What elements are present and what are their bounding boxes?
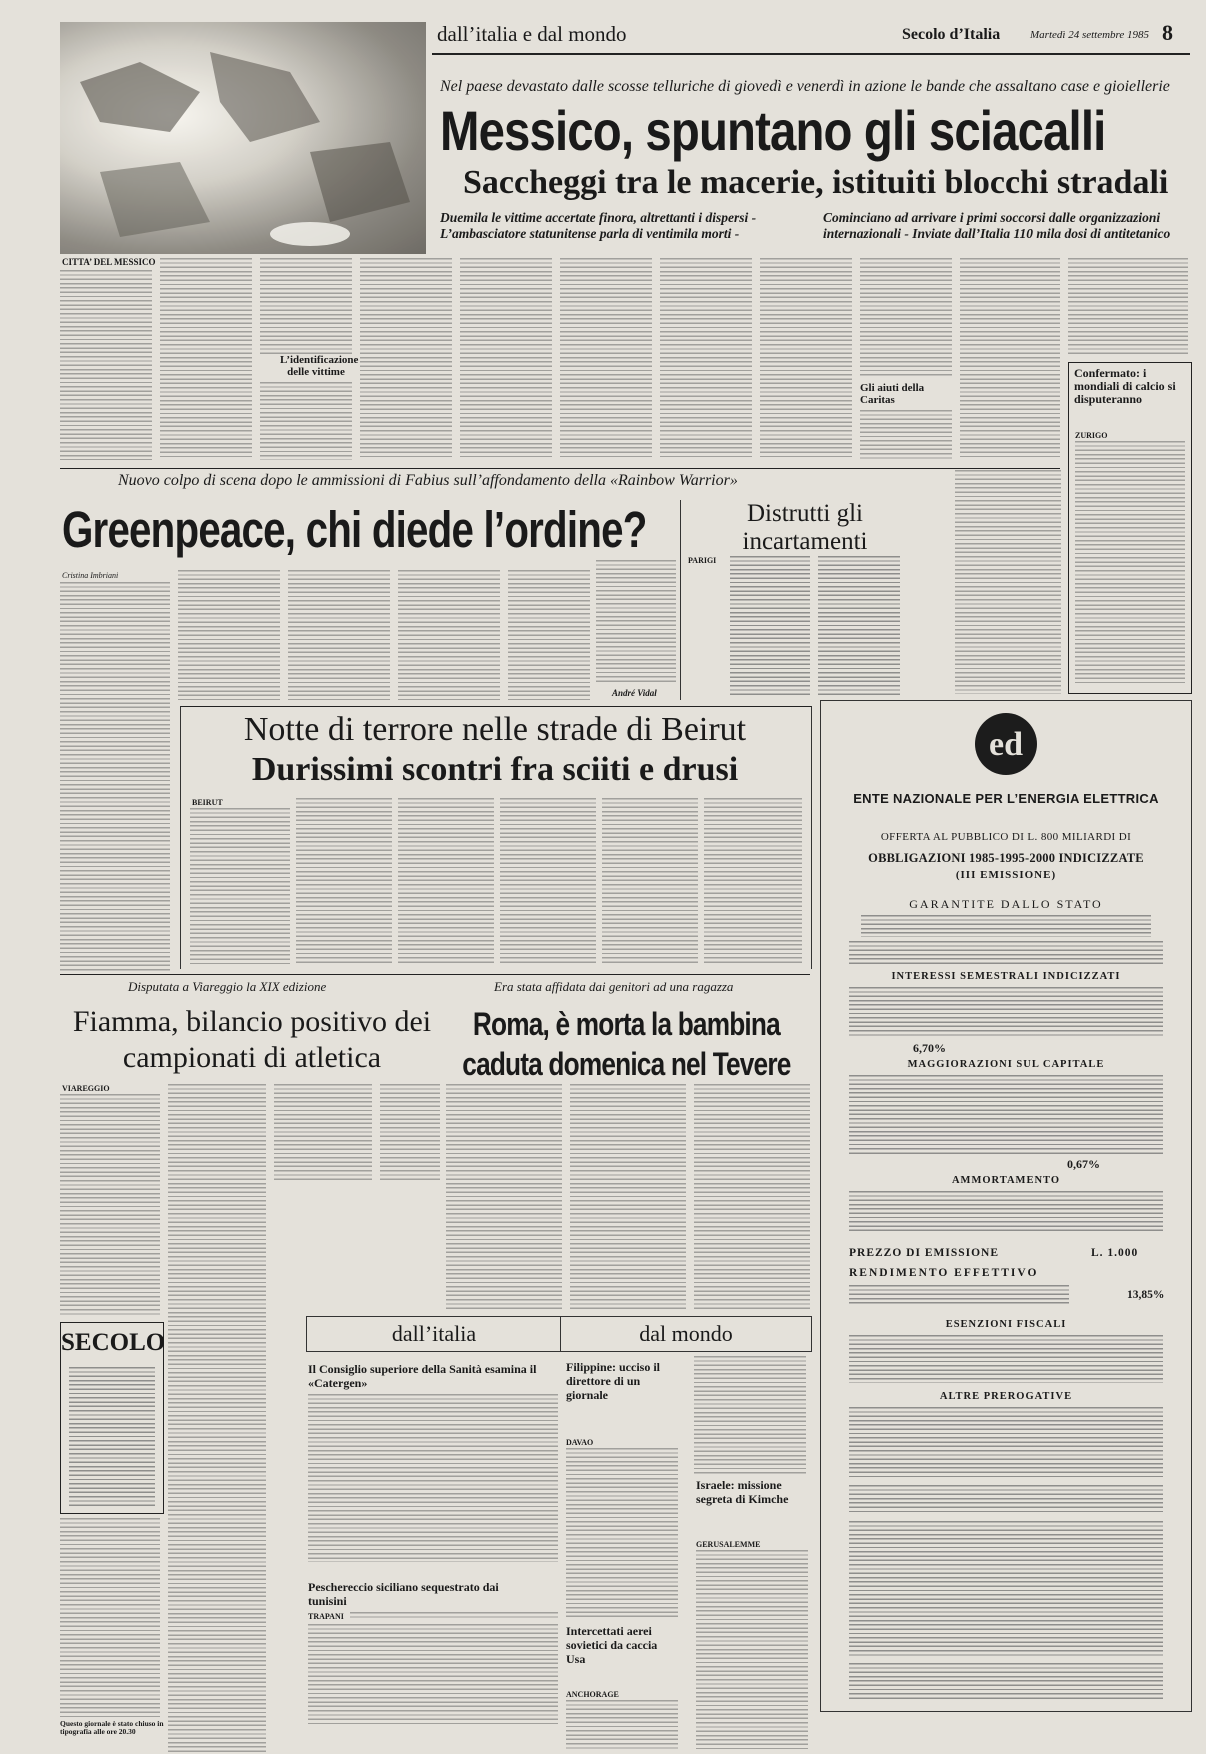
secolo-staff	[69, 1367, 155, 1507]
messico-col-6	[560, 258, 652, 460]
beirut-col-1	[190, 808, 290, 964]
enel-guarantee: GARANTITE DALLO STATO	[909, 897, 1103, 911]
greenpeace-side-rule	[680, 500, 681, 700]
greenpeace-col-6	[596, 560, 676, 684]
masthead-rule	[432, 53, 1190, 55]
mondiali-title: Confermato: i mondiali di calcio si disputeranno	[1074, 366, 1176, 406]
atletica-col-1b	[60, 1518, 160, 1718]
enel-text-2	[849, 941, 1163, 965]
caritas-col-1	[955, 470, 1061, 694]
enel-price-value: L. 1.000	[1091, 1247, 1139, 1259]
page-number: 8	[1162, 20, 1173, 45]
messico-col-4	[360, 258, 452, 460]
enel-text-5	[849, 1191, 1163, 1233]
greenpeace-col-5	[508, 570, 590, 700]
enel-offer: OFFERTA AL PUBBLICO DI L. 800 MILIARDI DI	[880, 831, 1132, 843]
beirut-headline-2: Durissimi scontri fra sciiti e drusi	[251, 751, 739, 788]
enel-section-tax: ESENZIONI FISCALI	[945, 1319, 1067, 1330]
messico-col-7	[660, 258, 752, 460]
messico-summary: Duemila le vittime accertate finora, altrettanti i dispersi - L’ambasciatore statunitense parla di ventimila morti - Cominciano ad arrivare i primi soccorsi dalle organizzazioni internazionali - Inviate dall’Italia 110 mila dosi di antitetanico	[440, 210, 1171, 241]
mondiali-dateline: ZURIGO	[1075, 431, 1108, 440]
messico-bottom-rule	[60, 468, 1060, 469]
enel-bonds: OBBLIGAZIONI 1985-1995-2000 INDICIZZATE	[868, 851, 1144, 865]
enel-text-8	[849, 1407, 1163, 1477]
issue-date: Martedì 24 settembre 1985	[1030, 29, 1150, 41]
enel-section-interest: INTERESSI SEMESTRALI INDICIZZATI	[891, 971, 1121, 982]
dalmondo-item-2: Israele: missione segreta di Kimche	[696, 1478, 789, 1506]
enel-text-3	[849, 987, 1163, 1037]
enel-rate-2: 0,67%	[1067, 1157, 1100, 1171]
atletica-col-1	[60, 1094, 160, 1316]
messico-col-9	[860, 258, 952, 378]
dallitalia-label: dall’italia	[391, 1321, 477, 1346]
messico-subheadline: Saccheggi tra le macerie, istituiti blocchi stradali	[463, 164, 1169, 201]
messico-col-2	[160, 258, 252, 460]
lower-rule	[60, 974, 810, 975]
enel-footer	[849, 1663, 1163, 1701]
enel-text-1	[861, 915, 1151, 937]
dalmondo-item-1: Filippine: ucciso il direttore di un giornale	[566, 1360, 661, 1402]
enel-section-prerogatives: ALTRE PREROGATIVE	[939, 1391, 1073, 1402]
paper-name: Secolo d’Italia	[902, 26, 1001, 43]
dallitalia-dateline: TRAPANI	[308, 1612, 344, 1621]
greenpeace-side-text-1	[730, 556, 810, 696]
dalmondo-text-3	[566, 1700, 678, 1750]
messico-col-8	[760, 258, 852, 460]
dalmondo-text-1	[566, 1448, 678, 1618]
enel-advert	[820, 700, 1192, 1712]
greenpeace-byline-left: Cristina Imbriani	[62, 571, 119, 580]
beirut-col-3	[398, 798, 494, 964]
dalmondo-dateline-3: ANCHORAGE	[566, 1690, 619, 1699]
section-title: dall’italia e dal mondo	[437, 22, 627, 46]
roma-kicker: Era stata affidata dai genitori ad una ragazza	[494, 979, 734, 994]
beirut-col-2	[296, 798, 392, 964]
greenpeace-col-2	[178, 570, 280, 700]
messico-headline: Messico, spuntano gli sciacalli	[440, 99, 1106, 162]
beirut-col-4	[500, 798, 596, 964]
messico-col-3	[260, 258, 352, 354]
greenpeace-col-3	[288, 570, 390, 700]
messico-col-11	[1068, 258, 1188, 356]
dallitalia-text-2	[350, 1612, 558, 1620]
enel-banks-list	[849, 1521, 1163, 1657]
closing-note: Questo giornale è stato chiuso in tipografia alle ore 20.30	[60, 1720, 164, 1736]
enel-text-4	[849, 1075, 1163, 1155]
greenpeace-side-text-2	[818, 556, 900, 696]
enel-rate-1: 6,70%	[913, 1041, 946, 1055]
photo-caption: CITTA’ DEL MESSICO	[62, 257, 156, 267]
beirut-headline-1: Notte di terrore nelle strade di Beirut	[243, 711, 747, 748]
dalmondo-text-2	[694, 1356, 806, 1474]
greenpeace-col-1	[60, 582, 170, 972]
enel-section-capital: MAGGIORAZIONI SUL CAPITALE	[907, 1059, 1105, 1070]
enel-section-amortization: AMMORTAMENTO	[951, 1175, 1061, 1186]
dalmondo-text-4	[696, 1550, 808, 1750]
dallitalia-item-1: Il Consiglio superiore della Sanità esamina il «Catergen»	[308, 1362, 537, 1390]
dalmondo-item-3: Intercettati aerei sovietici da caccia Usa	[566, 1624, 658, 1666]
messico-col-9b	[860, 410, 952, 460]
roma-headline: Roma, è morta la bambina caduta domenica nel Tevere	[462, 1006, 791, 1082]
enel-name: ENTE NAZIONALE PER L’ENERGIA ELETTRICA	[853, 791, 1159, 806]
greenpeace-headline: Greenpeace, chi diede l’ordine?	[62, 501, 647, 558]
greenpeace-side-headline: Distrutti gli incartamenti	[742, 500, 868, 555]
messico-subhead-1: L’identificazione delle vittime	[280, 354, 359, 378]
enel-text-9	[849, 1485, 1163, 1515]
secolo-title: SECOLO	[61, 1329, 166, 1356]
messico-subhead-2: Gli aiuti della Caritas	[860, 382, 925, 406]
atletica-kicker: Disputata a Viareggio la XIX edizione	[128, 979, 327, 994]
roma-col-3	[694, 1084, 810, 1312]
dalmondo-label: dal mondo	[639, 1321, 733, 1346]
enel-text-6	[849, 1285, 1069, 1305]
dallitalia-item-2: Peschereccio siciliano sequestrato dai tunisini	[308, 1580, 499, 1608]
secolo-box	[60, 1322, 164, 1514]
section-header	[432, 20, 1192, 50]
messico-col-3b	[260, 382, 352, 460]
roma-col-1	[446, 1084, 562, 1312]
enel-logo	[973, 711, 1039, 777]
rubble-illustration	[60, 22, 426, 254]
mondiali-box	[1068, 362, 1192, 694]
messico-col-5	[460, 258, 552, 460]
dallitalia-box	[306, 1316, 561, 1352]
enel-text-7	[849, 1335, 1163, 1383]
beirut-col-6	[704, 798, 802, 964]
greenpeace-byline-right: André Vidal	[612, 688, 657, 698]
earthquake-photo	[60, 22, 426, 254]
enel-price-label: PREZZO DI EMISSIONE	[849, 1247, 1000, 1259]
enel-yield-value: 13,85%	[1127, 1289, 1165, 1301]
messico-col-1	[60, 270, 152, 460]
atletica-col-3	[274, 1084, 372, 1180]
dalmondo-dateline-1: DAVAO	[566, 1438, 594, 1447]
mondiali-text	[1075, 441, 1185, 685]
atletica-col-4	[380, 1084, 440, 1180]
atletica-headline: Fiamma, bilancio positivo dei campionati di atletica	[72, 1005, 432, 1074]
roma-col-2	[570, 1084, 686, 1312]
dalmondo-dateline-2: GERUSALEMME	[696, 1540, 761, 1549]
beirut-dateline: BEIRUT	[192, 798, 223, 807]
enel-yield-label: RENDIMENTO EFFETTIVO	[849, 1267, 1039, 1279]
beirut-col-5	[602, 798, 698, 964]
atletica-dateline: VIAREGGIO	[62, 1084, 110, 1093]
dallitalia-text-3	[308, 1624, 558, 1724]
messico-col-10	[960, 258, 1060, 460]
atletica-col-2	[168, 1084, 266, 1752]
dallitalia-text-1	[308, 1394, 558, 1562]
greenpeace-kicker: Nuovo colpo di scena dopo le ammissioni di Fabius sull’affondamento della «Rainbow Warrior»	[118, 472, 738, 489]
enel-logo-letters: ed	[989, 726, 1023, 763]
enel-emission: (III EMISSIONE)	[955, 869, 1057, 881]
messico-kicker: Nel paese devastato dalle scosse telluriche di giovedì e venerdì in azione le bande che assaltano case e gioiellerie	[440, 78, 1170, 95]
dalmondo-box	[560, 1316, 812, 1352]
greenpeace-dateline: PARIGI	[688, 556, 717, 565]
greenpeace-col-4	[398, 570, 500, 700]
